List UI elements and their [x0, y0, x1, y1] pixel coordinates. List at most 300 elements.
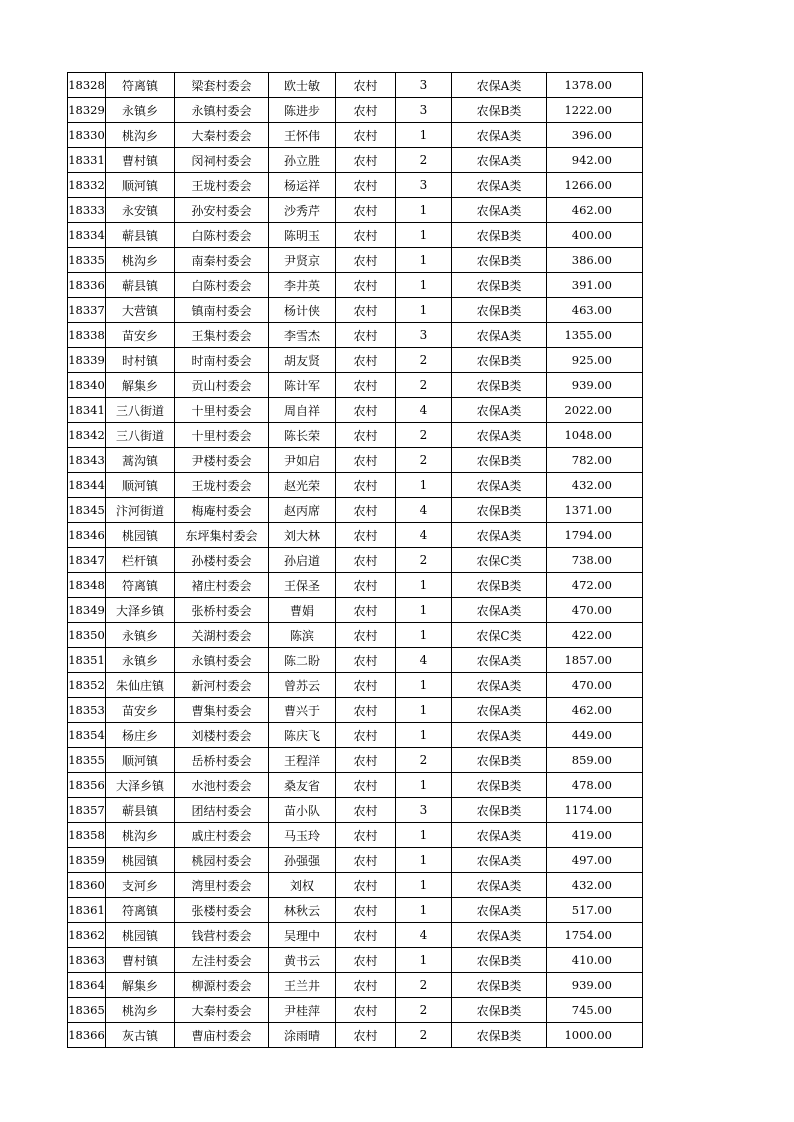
- amount-cell: 925.00: [547, 348, 643, 373]
- record-number-cell: 18339: [68, 348, 106, 373]
- amount-cell: 462.00: [547, 698, 643, 723]
- record-number-cell: 18341: [68, 398, 106, 423]
- record-number-cell: 18353: [68, 698, 106, 723]
- insurance-category-cell: 农保A类: [452, 898, 547, 923]
- township-cell: 桃园镇: [106, 523, 175, 548]
- household-type-cell: 农村: [336, 223, 396, 248]
- amount-cell: 782.00: [547, 448, 643, 473]
- table-row: [68, 298, 643, 323]
- person-name-cell: 尹桂萍: [269, 998, 336, 1023]
- household-type-cell: 农村: [336, 498, 396, 523]
- household-type-cell: 农村: [336, 173, 396, 198]
- household-type-cell: 农村: [336, 698, 396, 723]
- township-cell: 大泽乡镇: [106, 773, 175, 798]
- village-committee-cell: 褚庄村委会: [175, 573, 269, 598]
- family-size-cell: 4: [396, 923, 452, 948]
- insurance-category-cell: 农保C类: [452, 623, 547, 648]
- table-row: [68, 1023, 643, 1048]
- village-committee-cell: 时南村委会: [175, 348, 269, 373]
- table-row: [68, 623, 643, 648]
- household-type-cell: 农村: [336, 473, 396, 498]
- table-body: [68, 73, 643, 1048]
- person-name-cell: 曹娟: [269, 598, 336, 623]
- record-number-cell: 18359: [68, 848, 106, 873]
- person-name-cell: 赵丙席: [269, 498, 336, 523]
- village-committee-cell: 新河村委会: [175, 673, 269, 698]
- person-name-cell: 陈滨: [269, 623, 336, 648]
- record-number-cell: 18357: [68, 798, 106, 823]
- township-cell: 蒿沟镇: [106, 448, 175, 473]
- village-committee-cell: 尹楼村委会: [175, 448, 269, 473]
- household-type-cell: 农村: [336, 1023, 396, 1048]
- family-size-cell: 3: [396, 98, 452, 123]
- household-type-cell: 农村: [336, 873, 396, 898]
- insurance-category-cell: 农保B类: [452, 498, 547, 523]
- township-cell: 苗安乡: [106, 698, 175, 723]
- person-name-cell: 孙立胜: [269, 148, 336, 173]
- amount-cell: 410.00: [547, 948, 643, 973]
- person-name-cell: 李井英: [269, 273, 336, 298]
- household-type-cell: 农村: [336, 373, 396, 398]
- person-name-cell: 王保圣: [269, 573, 336, 598]
- insurance-category-cell: 农保A类: [452, 923, 547, 948]
- township-cell: 桃沟乡: [106, 123, 175, 148]
- township-cell: 永安镇: [106, 198, 175, 223]
- village-committee-cell: 十里村委会: [175, 398, 269, 423]
- record-number-cell: 18335: [68, 248, 106, 273]
- table-row: [68, 348, 643, 373]
- amount-cell: 470.00: [547, 673, 643, 698]
- amount-cell: 1222.00: [547, 98, 643, 123]
- amount-cell: 1000.00: [547, 1023, 643, 1048]
- amount-cell: 939.00: [547, 373, 643, 398]
- record-number-cell: 18364: [68, 973, 106, 998]
- household-type-cell: 农村: [336, 273, 396, 298]
- household-type-cell: 农村: [336, 748, 396, 773]
- amount-cell: 1378.00: [547, 73, 643, 98]
- household-type-cell: 农村: [336, 148, 396, 173]
- person-name-cell: 刘大林: [269, 523, 336, 548]
- insurance-category-cell: 农保A类: [452, 473, 547, 498]
- amount-cell: 463.00: [547, 298, 643, 323]
- insurance-category-cell: 农保A类: [452, 723, 547, 748]
- village-committee-cell: 左洼村委会: [175, 948, 269, 973]
- household-type-cell: 农村: [336, 898, 396, 923]
- amount-cell: 422.00: [547, 623, 643, 648]
- township-cell: 三八街道: [106, 423, 175, 448]
- insurance-category-cell: 农保C类: [452, 548, 547, 573]
- record-number-cell: 18336: [68, 273, 106, 298]
- township-cell: 桃沟乡: [106, 248, 175, 273]
- insurance-category-cell: 农保A类: [452, 173, 547, 198]
- amount-cell: 386.00: [547, 248, 643, 273]
- family-size-cell: 3: [396, 798, 452, 823]
- person-name-cell: 胡友贤: [269, 348, 336, 373]
- village-committee-cell: 王集村委会: [175, 323, 269, 348]
- township-cell: 支河乡: [106, 873, 175, 898]
- person-name-cell: 刘权: [269, 873, 336, 898]
- table-row: [68, 73, 643, 98]
- amount-cell: 396.00: [547, 123, 643, 148]
- insurance-category-cell: 农保B类: [452, 223, 547, 248]
- person-name-cell: 孙强强: [269, 848, 336, 873]
- village-committee-cell: 王垅村委会: [175, 173, 269, 198]
- household-type-cell: 农村: [336, 248, 396, 273]
- insurance-category-cell: 农保A类: [452, 598, 547, 623]
- insurance-category-cell: 农保A类: [452, 698, 547, 723]
- family-size-cell: 1: [396, 473, 452, 498]
- record-number-cell: 18340: [68, 373, 106, 398]
- record-number-cell: 18345: [68, 498, 106, 523]
- insurance-category-cell: 农保B类: [452, 273, 547, 298]
- household-type-cell: 农村: [336, 648, 396, 673]
- insurance-category-cell: 农保B类: [452, 973, 547, 998]
- table-row: [68, 323, 643, 348]
- table-row: [68, 248, 643, 273]
- township-cell: 永镇乡: [106, 98, 175, 123]
- township-cell: 大营镇: [106, 298, 175, 323]
- family-size-cell: 1: [396, 623, 452, 648]
- amount-cell: 939.00: [547, 973, 643, 998]
- village-committee-cell: 关湖村委会: [175, 623, 269, 648]
- table-row: [68, 598, 643, 623]
- village-committee-cell: 孙安村委会: [175, 198, 269, 223]
- amount-cell: 432.00: [547, 873, 643, 898]
- amount-cell: 738.00: [547, 548, 643, 573]
- person-name-cell: 沙秀芹: [269, 198, 336, 223]
- family-size-cell: 1: [396, 673, 452, 698]
- table-row: [68, 748, 643, 773]
- township-cell: 大泽乡镇: [106, 598, 175, 623]
- table-row: [68, 223, 643, 248]
- record-number-cell: 18344: [68, 473, 106, 498]
- person-name-cell: 尹如启: [269, 448, 336, 473]
- person-name-cell: 王程洋: [269, 748, 336, 773]
- insurance-category-cell: 农保B类: [452, 948, 547, 973]
- township-cell: 朱仙庄镇: [106, 673, 175, 698]
- person-name-cell: 赵光荣: [269, 473, 336, 498]
- township-cell: 符离镇: [106, 73, 175, 98]
- village-committee-cell: 贡山村委会: [175, 373, 269, 398]
- family-size-cell: 2: [396, 998, 452, 1023]
- insurance-category-cell: 农保A类: [452, 423, 547, 448]
- record-number-cell: 18358: [68, 823, 106, 848]
- table-row: [68, 473, 643, 498]
- table-row: [68, 798, 643, 823]
- township-cell: 桃园镇: [106, 848, 175, 873]
- insurance-category-cell: 农保B类: [452, 748, 547, 773]
- township-cell: 符离镇: [106, 898, 175, 923]
- table-row: [68, 773, 643, 798]
- insurance-category-cell: 农保B类: [452, 248, 547, 273]
- village-committee-cell: 南秦村委会: [175, 248, 269, 273]
- record-number-cell: 18332: [68, 173, 106, 198]
- household-type-cell: 农村: [336, 848, 396, 873]
- village-committee-cell: 永镇村委会: [175, 98, 269, 123]
- family-size-cell: 4: [396, 523, 452, 548]
- village-committee-cell: 团结村委会: [175, 798, 269, 823]
- record-number-cell: 18342: [68, 423, 106, 448]
- village-committee-cell: 王垅村委会: [175, 473, 269, 498]
- township-cell: 蕲县镇: [106, 223, 175, 248]
- record-number-cell: 18349: [68, 598, 106, 623]
- person-name-cell: 陈二盼: [269, 648, 336, 673]
- family-size-cell: 1: [396, 948, 452, 973]
- table-row: [68, 698, 643, 723]
- record-number-cell: 18365: [68, 998, 106, 1023]
- household-type-cell: 农村: [336, 98, 396, 123]
- person-name-cell: 陈进步: [269, 98, 336, 123]
- amount-cell: 472.00: [547, 573, 643, 598]
- record-number-cell: 18366: [68, 1023, 106, 1048]
- township-cell: 顺河镇: [106, 748, 175, 773]
- table-row: [68, 548, 643, 573]
- amount-cell: 478.00: [547, 773, 643, 798]
- township-cell: 永镇乡: [106, 648, 175, 673]
- village-committee-cell: 东坪集村委会: [175, 523, 269, 548]
- village-committee-cell: 大秦村委会: [175, 998, 269, 1023]
- person-name-cell: 王怀伟: [269, 123, 336, 148]
- record-number-cell: 18360: [68, 873, 106, 898]
- family-size-cell: 1: [396, 598, 452, 623]
- village-committee-cell: 梅庵村委会: [175, 498, 269, 523]
- insurance-category-cell: 农保B类: [452, 798, 547, 823]
- family-size-cell: 1: [396, 198, 452, 223]
- family-size-cell: 2: [396, 548, 452, 573]
- household-type-cell: 农村: [336, 998, 396, 1023]
- table-row: [68, 398, 643, 423]
- village-committee-cell: 张楼村委会: [175, 898, 269, 923]
- township-cell: 时村镇: [106, 348, 175, 373]
- table-row: [68, 998, 643, 1023]
- family-size-cell: 4: [396, 398, 452, 423]
- household-type-cell: 农村: [336, 198, 396, 223]
- amount-cell: 859.00: [547, 748, 643, 773]
- family-size-cell: 2: [396, 373, 452, 398]
- insurance-category-cell: 农保B类: [452, 98, 547, 123]
- table-row: [68, 423, 643, 448]
- family-size-cell: 1: [396, 223, 452, 248]
- table-row: [68, 673, 643, 698]
- household-type-cell: 农村: [336, 73, 396, 98]
- insurance-category-cell: 农保B类: [452, 373, 547, 398]
- village-committee-cell: 钱营村委会: [175, 923, 269, 948]
- village-committee-cell: 水池村委会: [175, 773, 269, 798]
- table-row: [68, 848, 643, 873]
- person-name-cell: 周自祥: [269, 398, 336, 423]
- amount-cell: 517.00: [547, 898, 643, 923]
- township-cell: 顺河镇: [106, 173, 175, 198]
- person-name-cell: 曹兴于: [269, 698, 336, 723]
- record-number-cell: 18355: [68, 748, 106, 773]
- insurance-category-cell: 农保A类: [452, 323, 547, 348]
- family-size-cell: 1: [396, 698, 452, 723]
- insurance-category-cell: 农保B类: [452, 1023, 547, 1048]
- record-number-cell: 18328: [68, 73, 106, 98]
- village-committee-cell: 大秦村委会: [175, 123, 269, 148]
- village-committee-cell: 张桥村委会: [175, 598, 269, 623]
- person-name-cell: 曾苏云: [269, 673, 336, 698]
- record-number-cell: 18362: [68, 923, 106, 948]
- person-name-cell: 陈明玉: [269, 223, 336, 248]
- family-size-cell: 1: [396, 248, 452, 273]
- table-row: [68, 123, 643, 148]
- village-committee-cell: 桃园村委会: [175, 848, 269, 873]
- insurance-category-cell: 农保A类: [452, 123, 547, 148]
- family-size-cell: 4: [396, 498, 452, 523]
- table-row: [68, 523, 643, 548]
- family-size-cell: 3: [396, 173, 452, 198]
- insurance-category-cell: 农保B类: [452, 573, 547, 598]
- township-cell: 顺河镇: [106, 473, 175, 498]
- person-name-cell: 陈庆飞: [269, 723, 336, 748]
- family-size-cell: 1: [396, 298, 452, 323]
- amount-cell: 462.00: [547, 198, 643, 223]
- record-number-cell: 18337: [68, 298, 106, 323]
- amount-cell: 470.00: [547, 598, 643, 623]
- insurance-category-cell: 农保A类: [452, 648, 547, 673]
- record-number-cell: 18347: [68, 548, 106, 573]
- family-size-cell: 2: [396, 1023, 452, 1048]
- amount-cell: 1371.00: [547, 498, 643, 523]
- township-cell: 符离镇: [106, 573, 175, 598]
- family-size-cell: 3: [396, 323, 452, 348]
- amount-cell: 1355.00: [547, 323, 643, 348]
- person-name-cell: 杨运祥: [269, 173, 336, 198]
- record-number-cell: 18338: [68, 323, 106, 348]
- village-committee-cell: 戚庄村委会: [175, 823, 269, 848]
- township-cell: 桃沟乡: [106, 998, 175, 1023]
- amount-cell: 449.00: [547, 723, 643, 748]
- village-committee-cell: 永镇村委会: [175, 648, 269, 673]
- insurance-category-cell: 农保B类: [452, 298, 547, 323]
- township-cell: 三八街道: [106, 398, 175, 423]
- person-name-cell: 黄书云: [269, 948, 336, 973]
- household-type-cell: 农村: [336, 798, 396, 823]
- household-type-cell: 农村: [336, 948, 396, 973]
- village-committee-cell: 白陈村委会: [175, 223, 269, 248]
- table-row: [68, 198, 643, 223]
- household-type-cell: 农村: [336, 673, 396, 698]
- table-row: [68, 148, 643, 173]
- table-row: [68, 373, 643, 398]
- township-cell: 解集乡: [106, 373, 175, 398]
- record-number-cell: 18330: [68, 123, 106, 148]
- family-size-cell: 1: [396, 848, 452, 873]
- family-size-cell: 1: [396, 823, 452, 848]
- amount-cell: 419.00: [547, 823, 643, 848]
- record-number-cell: 18361: [68, 898, 106, 923]
- person-name-cell: 林秋云: [269, 898, 336, 923]
- family-size-cell: 1: [396, 123, 452, 148]
- person-name-cell: 涂雨晴: [269, 1023, 336, 1048]
- family-size-cell: 1: [396, 573, 452, 598]
- table-row: [68, 948, 643, 973]
- family-size-cell: 2: [396, 748, 452, 773]
- village-committee-cell: 湾里村委会: [175, 873, 269, 898]
- amount-cell: 1794.00: [547, 523, 643, 548]
- household-type-cell: 农村: [336, 448, 396, 473]
- record-number-cell: 18351: [68, 648, 106, 673]
- person-name-cell: 孙启道: [269, 548, 336, 573]
- household-type-cell: 农村: [336, 398, 396, 423]
- township-cell: 苗安乡: [106, 323, 175, 348]
- village-committee-cell: 梁套村委会: [175, 73, 269, 98]
- household-type-cell: 农村: [336, 298, 396, 323]
- insurance-category-cell: 农保A类: [452, 873, 547, 898]
- family-size-cell: 1: [396, 723, 452, 748]
- township-cell: 曹村镇: [106, 148, 175, 173]
- table-row: [68, 823, 643, 848]
- household-type-cell: 农村: [336, 423, 396, 448]
- family-size-cell: 2: [396, 423, 452, 448]
- insurance-category-cell: 农保A类: [452, 523, 547, 548]
- amount-cell: 1857.00: [547, 648, 643, 673]
- person-name-cell: 苗小队: [269, 798, 336, 823]
- insurance-category-cell: 农保A类: [452, 398, 547, 423]
- data-table: [67, 72, 643, 1048]
- family-size-cell: 4: [396, 648, 452, 673]
- family-size-cell: 2: [396, 448, 452, 473]
- record-number-cell: 18343: [68, 448, 106, 473]
- person-name-cell: 杨计侠: [269, 298, 336, 323]
- household-type-cell: 农村: [336, 723, 396, 748]
- household-type-cell: 农村: [336, 923, 396, 948]
- household-type-cell: 农村: [336, 623, 396, 648]
- household-type-cell: 农村: [336, 523, 396, 548]
- township-cell: 灰古镇: [106, 1023, 175, 1048]
- insurance-category-cell: 农保A类: [452, 148, 547, 173]
- family-size-cell: 2: [396, 348, 452, 373]
- household-type-cell: 农村: [336, 773, 396, 798]
- table-row: [68, 573, 643, 598]
- township-cell: 解集乡: [106, 973, 175, 998]
- amount-cell: 1266.00: [547, 173, 643, 198]
- township-cell: 杨庄乡: [106, 723, 175, 748]
- amount-cell: 745.00: [547, 998, 643, 1023]
- household-type-cell: 农村: [336, 123, 396, 148]
- village-committee-cell: 曹庙村委会: [175, 1023, 269, 1048]
- township-cell: 汴河街道: [106, 498, 175, 523]
- insurance-category-cell: 农保B类: [452, 448, 547, 473]
- record-number-cell: 18356: [68, 773, 106, 798]
- household-type-cell: 农村: [336, 598, 396, 623]
- township-cell: 曹村镇: [106, 948, 175, 973]
- township-cell: 栏杆镇: [106, 548, 175, 573]
- insurance-category-cell: 农保A类: [452, 673, 547, 698]
- insurance-category-cell: 农保B类: [452, 348, 547, 373]
- village-committee-cell: 闵祠村委会: [175, 148, 269, 173]
- township-cell: 桃园镇: [106, 923, 175, 948]
- household-type-cell: 农村: [336, 573, 396, 598]
- table-row: [68, 898, 643, 923]
- family-size-cell: 1: [396, 873, 452, 898]
- table-row: [68, 273, 643, 298]
- family-size-cell: 1: [396, 273, 452, 298]
- family-size-cell: 2: [396, 148, 452, 173]
- record-number-cell: 18329: [68, 98, 106, 123]
- family-size-cell: 1: [396, 773, 452, 798]
- insurance-category-cell: 农保A类: [452, 848, 547, 873]
- insurance-category-cell: 农保A类: [452, 73, 547, 98]
- township-cell: 蕲县镇: [106, 273, 175, 298]
- person-name-cell: 桑友省: [269, 773, 336, 798]
- table-row: [68, 498, 643, 523]
- record-number-cell: 18333: [68, 198, 106, 223]
- amount-cell: 391.00: [547, 273, 643, 298]
- record-number-cell: 18350: [68, 623, 106, 648]
- table-row: [68, 873, 643, 898]
